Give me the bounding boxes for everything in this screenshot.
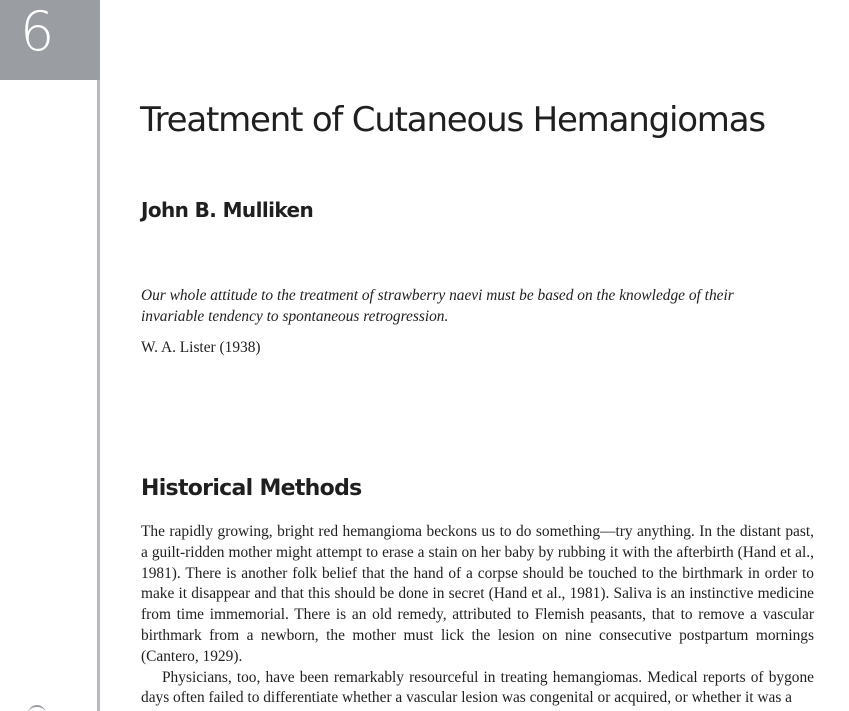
chapter-title: Treatment of Cutaneous Hemangiomas: [140, 100, 765, 140]
chapter-number: 6: [20, 0, 55, 63]
body-paragraph: Physicians, too, have been remarkably resourceful in treating hemangiomas. Medical reports of bygone days often failed to differentiate whether a vascular lesion was congenital or acquired, or whether it was a: [141, 668, 814, 707]
body-paragraph: The rapidly growing, bright red hemangioma beckons us to do something—try anything. In the distant past, a guilt-ridden mother might attempt to erase a stain on her baby by rubbing it with the afterbirth (Hand et al., 1981). There is another folk belief that the hand of a corpse should be touched to the birthmark in order to make it disappear and that this should be done in secret (Hand et al., 1981). Saliva is an instinctive medicine from time immemorial. There is an old remedy, attributed to Flemish peasants, that to remove a vascular birthmark from a newborn, the mother must lick the lesion on nine consecutive postpartum mornings (Cantero, 1929).: [141, 523, 814, 665]
chapter-number-tab: [0, 0, 100, 80]
section-heading: Historical Methods: [141, 476, 362, 501]
epigraph-quote: Our whole attitude to the treatment of strawberry naevi must be based on the knowledge of their invariable tendency to spontaneous retrogression.: [141, 287, 734, 325]
section-body: [141, 522, 814, 709]
margin-rule: [97, 80, 100, 711]
epigraph-attribution: W. A. Lister (1938): [141, 339, 261, 356]
page-corner-mark: [28, 705, 46, 711]
chapter-author: John B. Mulliken: [141, 198, 314, 222]
